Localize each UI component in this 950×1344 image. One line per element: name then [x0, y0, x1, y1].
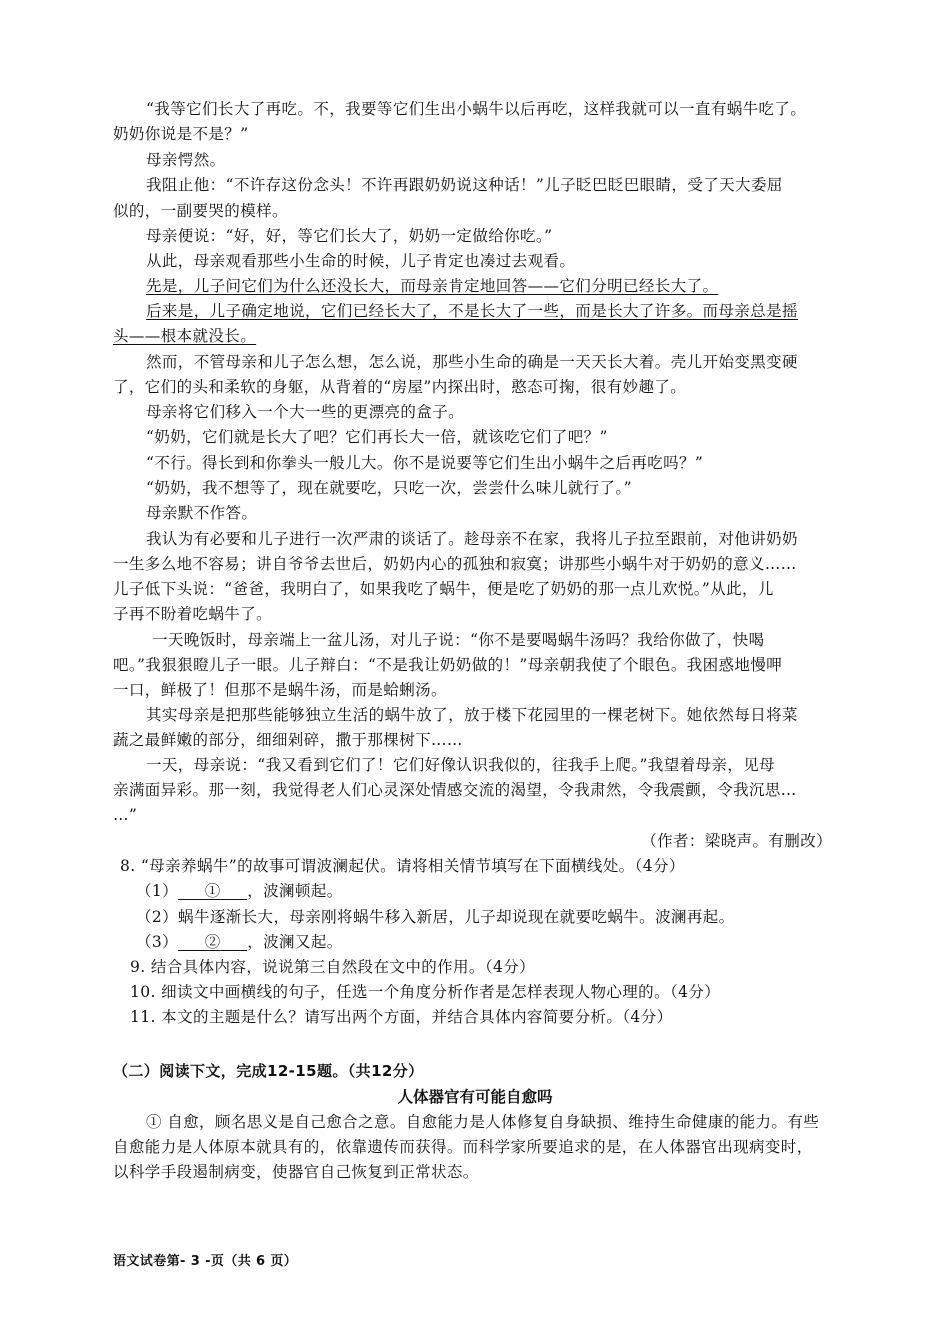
- story-line: “奶奶，我不想等了，现在就要吃，只吃一次，尝尝什么味儿就行了。”: [146, 479, 632, 497]
- article-title: 人体器官有可能自愈吗: [397, 1088, 553, 1106]
- question-8-item-2: （2）蜗牛逐渐长大，母亲刚将蜗牛移入新居，儿子却说现在就要吃蜗牛。波澜再起。: [136, 908, 735, 926]
- answer-blank-2[interactable]: [178, 933, 247, 951]
- story-line: 一天，母亲说：“我又看到它们了！它们好像认识我似的，往我手上爬。”我望着母亲，见母: [146, 756, 776, 774]
- underlined-sentence: 后来是，儿子确定地说，它们已经长大了，不是长大了一些，而是长大了许多。而母亲总是摇: [146, 302, 798, 320]
- story-line: “我等它们长大了再吃。不，我要等它们生出小蜗牛以后再吃，这样我就可以一直有蜗牛吃了。: [146, 100, 807, 118]
- blank-marker: ②: [204, 933, 221, 951]
- underlined-sentence: 先是，儿子问它们为什么还没长大，而母亲肯定地回答——它们分明已经长大了。: [146, 277, 719, 295]
- answer-blank-1[interactable]: [178, 882, 247, 900]
- story-line: 母亲将它们移入一个大一些的更漂亮的盒子。: [146, 403, 465, 421]
- story-line: “不行。得长到和你拳头一般儿大。你不是说要等它们生出小蜗牛之后再吃吗？”: [146, 454, 704, 472]
- question-11: 11. 本文的主题是什么？请写出两个方面，并结合具体内容简要分析。（4分）: [130, 1008, 673, 1026]
- story-line: 儿子低下头说：“爸爸，我明白了，如果我吃了蜗牛，便是吃了奶奶的那一点儿欢悦。”从此，儿: [113, 580, 774, 598]
- story-line: 一口，鲜极了！但那不是蜗牛汤，而是蛤蜊汤。: [113, 681, 447, 699]
- question-8-item-1: [136, 879, 343, 904]
- item-text: ，波澜顿起。: [247, 882, 343, 900]
- story-line: 了，它们的头和柔软的身躯，从背着的“房屋”内探出时，憨态可掬，很有妙趣了。: [113, 378, 687, 396]
- story-line: 母亲便说：“好，好，等它们长大了，奶奶一定做给你吃。”: [146, 227, 553, 245]
- question-9: 9. 结合具体内容，说说第三自然段在文中的作用。（4分）: [130, 958, 536, 976]
- blank-marker: ①: [204, 882, 221, 900]
- page-footer: 语文试卷第- 3 -页（共 6 页）: [113, 1254, 298, 1269]
- story-line: 蔬之最鲜嫩的部分，细细剁碎，撒于那棵树下……: [113, 731, 463, 749]
- question-8-item-3: [136, 930, 343, 955]
- story-line: 亲满面异彩。那一刻，我觉得老人们心灵深处情感交流的渴望，令我肃然，令我震颤，令我沉思…: [113, 781, 797, 799]
- item-text: ，波澜又起。: [247, 933, 343, 951]
- story-line: 母亲愕然。: [146, 151, 226, 169]
- article-line: ① 自愈，顾名思义是自己愈合之意。自愈能力是人体修复自身缺损、维持生命健康的能力。有些: [146, 1113, 820, 1131]
- story-line: …”: [113, 806, 138, 824]
- story-line: “奶奶，它们就是长大了吧？它们再长大一倍，就该吃它们了吧？”: [146, 428, 608, 446]
- story-line: 我阻止他：“不许存这份念头！不许再跟奶奶说这种话！”儿子眨巴眨巴眼睛，受了天大委屈: [146, 176, 783, 194]
- article-line: 以科学手段遏制病变，使器官自己恢复到正常状态。: [113, 1163, 479, 1181]
- story-line: 从此，母亲观看那些小生命的时候，儿子肯定也凑过去观看。: [146, 252, 576, 270]
- question-10: 10. 细读文中画横线的句子，任选一个角度分析作者是怎样表现人物心理的。（4分）: [130, 983, 721, 1001]
- section-heading: （二）阅读下文，完成12-15题。（共12分）: [113, 1062, 424, 1080]
- item-number: （3）: [136, 933, 179, 951]
- story-line: 一天晚饭时，母亲端上一盆儿汤，对儿子说：“你不是要喝蜗牛汤吗？我给你做了，快喝: [152, 631, 765, 649]
- story-line: 其实母亲是把那些能够独立生活的蜗牛放了，放于楼下花园里的一棵老树下。她依然每日将菜: [146, 706, 798, 724]
- story-line: 我认为有必要和儿子进行一次严肃的谈话了。趁母亲不在家，我将儿子拉至跟前，对他讲奶奶: [146, 530, 798, 548]
- story-line: 母亲默不作答。: [146, 504, 258, 522]
- item-number: （1）: [136, 882, 179, 900]
- story-line: 奶奶你说是不是？”: [113, 125, 249, 143]
- story-line: 然而，不管母亲和儿子怎么想，怎么说，那些小生命的确是一天天长大着。壳儿开始变黑变硬: [146, 353, 798, 371]
- underlined-sentence: 头——根本就没长。: [113, 327, 257, 345]
- question-8: 8. “母亲养蜗牛”的故事可谓波澜起伏。请将相关情节填写在下面横线处。（4分）: [120, 857, 685, 875]
- article-line: 自愈能力是人体原本就具有的，依靠遗传而获得。而科学家所要追求的是，在人体器官出现病变时，: [113, 1138, 813, 1156]
- story-line: 一生多么地不容易；讲自爷爷去世后，奶奶内心的孤独和寂寞；讲那些小蜗牛对于奶奶的意义……: [113, 555, 797, 573]
- story-line: 吧。”我狠狠瞪儿子一眼。儿子辩白：“不是我让奶奶做的！”母亲朝我使了个眼色。我困惑地慢呷: [113, 656, 783, 674]
- story-line: 子再不盼着吃蜗牛了。: [113, 605, 273, 623]
- attribution: （作者：梁晓声。有删改）: [641, 832, 832, 850]
- story-line: 似的，一副要哭的模样。: [113, 202, 288, 220]
